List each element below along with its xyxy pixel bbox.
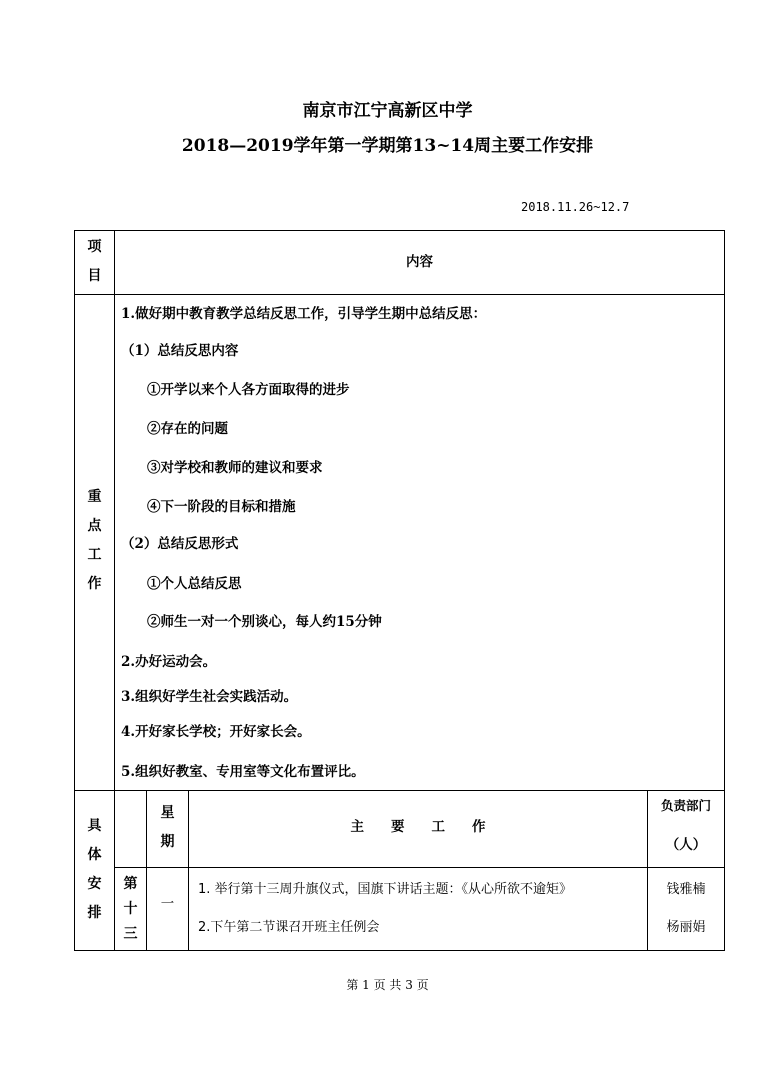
document-title: 南京市江宁高新区中学 (302, 101, 473, 121)
schedule-label (75, 812, 114, 928)
week-label (115, 872, 146, 947)
key-work-label-text: 重点工作 (87, 489, 102, 592)
owner-name: 杨丽娟 (666, 920, 706, 935)
page-footer: 第 1 页 共 3 页 (346, 978, 429, 992)
column-header-weekday (147, 799, 188, 857)
key-work-line: 2.办好运动会。 (121, 654, 217, 670)
document-subtitle: 2018—2019学年第一学期第13~14周主要工作安排 (181, 136, 594, 156)
column-header-item (75, 233, 114, 291)
key-work-line: （2）总结反思形式 (121, 536, 239, 552)
work-schedule-table (74, 230, 725, 951)
key-work-line: ④下一阶段的目标和措施 (147, 499, 296, 515)
key-work-line: 3.组织好学生社会实践活动。 (121, 689, 298, 705)
column-header-owner-unit: （人） (665, 837, 707, 853)
table-border-right (724, 230, 725, 951)
column-header-owner: 负责部门 (660, 798, 711, 813)
owner-name: 钱雅楠 (666, 882, 706, 897)
table-rule (74, 294, 725, 295)
schedule-label-text: 具体安排 (87, 818, 102, 921)
task-line: 2.下午第二节课召开班主任例会 (198, 920, 380, 935)
table-border-top (74, 230, 725, 231)
date-range: 2018.11.26~12.7 (521, 200, 630, 214)
table-rule (114, 230, 115, 951)
column-header-main-work: 主 要 工 作 (350, 819, 486, 835)
column-header-content: 内容 (406, 254, 433, 270)
week-label-text: 第十三 (123, 876, 138, 942)
key-work-line: 5.组织好教室、专用室等文化布置评比。 (121, 764, 365, 780)
key-work-line: ②师生一对一个别谈心，每人约15分钟 (147, 614, 382, 630)
key-work-line: ①开学以来个人各方面取得的进步 (147, 382, 350, 398)
column-header-weekday-text: 星期 (160, 805, 175, 850)
key-work-label (75, 483, 114, 599)
key-work-line: 1.做好期中教育教学总结反思工作，引导学生期中总结反思： (121, 306, 487, 322)
table-border-bottom (74, 950, 725, 951)
key-work-line: ③对学校和教师的建议和要求 (147, 460, 323, 476)
key-work-line: 4.开好家长学校；开好家长会。 (121, 724, 311, 740)
column-header-item-text: 项目 (87, 239, 102, 284)
key-work-line: ①个人总结反思 (147, 576, 242, 592)
table-rule (74, 790, 725, 791)
weekday-cell: 一 (160, 896, 175, 912)
key-work-line: （1）总结反思内容 (121, 343, 239, 359)
key-work-line: ②存在的问题 (147, 421, 228, 437)
table-rule (114, 867, 725, 868)
task-line: 1. 举行第十三周升旗仪式，国旗下讲话主题：《从心所欲不逾矩》 (198, 882, 573, 897)
